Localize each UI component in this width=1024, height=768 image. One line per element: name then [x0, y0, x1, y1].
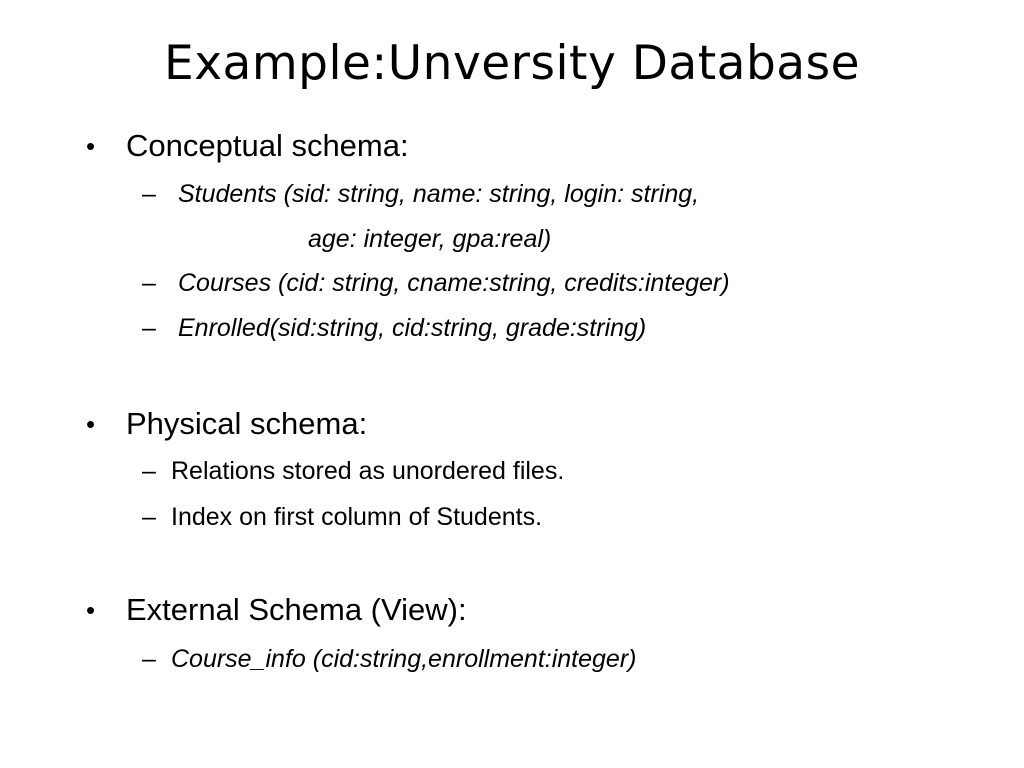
dash-icon: – — [142, 180, 156, 208]
slide-title: Example:Unversity Database — [164, 36, 860, 91]
bullet-icon: • — [86, 131, 96, 161]
schema-item-enrolled: Enrolled(sid:string, cid:string, grade:string) — [178, 314, 647, 342]
dash-icon: – — [142, 645, 156, 673]
section-heading-conceptual: Conceptual schema: — [126, 128, 409, 163]
bullet-icon: • — [86, 409, 96, 439]
schema-item-courses: Courses (cid: string, cname:string, credits:integer) — [178, 269, 730, 297]
dash-icon: – — [142, 503, 156, 531]
dash-icon: – — [142, 457, 156, 485]
schema-item-index: Index on first column of Students. — [171, 503, 543, 531]
bullet-icon: • — [86, 595, 96, 625]
section-heading-physical: Physical schema: — [126, 406, 368, 441]
dash-icon: – — [142, 314, 156, 342]
schema-item-relations: Relations stored as unordered files. — [171, 457, 565, 485]
schema-item-students-continued: age: integer, gpa:real) — [308, 225, 552, 253]
schema-item-course-info: Course_info (cid:string,enrollment:integer) — [171, 645, 637, 673]
section-heading-external: External Schema (View): — [126, 592, 467, 627]
dash-icon: – — [142, 269, 156, 297]
schema-item-students: Students (sid: string, name: string, login: string, — [178, 180, 700, 208]
